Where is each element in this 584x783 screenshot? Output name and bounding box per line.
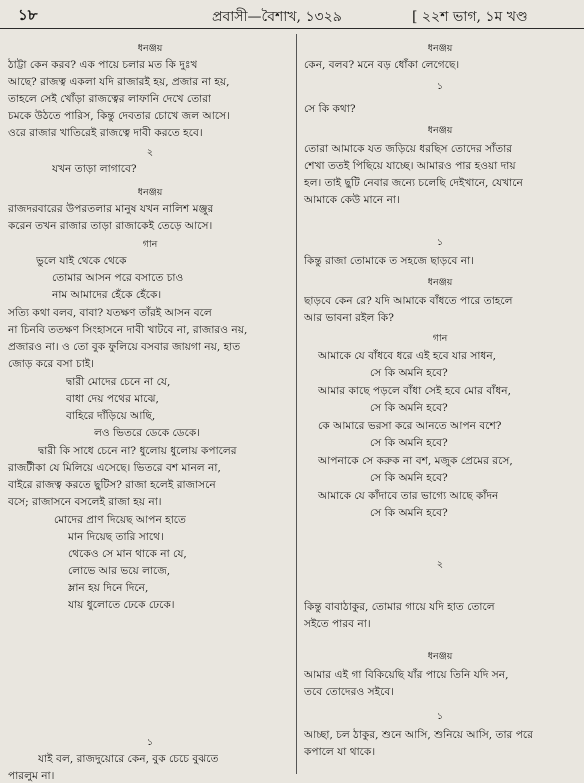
song-line: লও ভিতরে ডেকে ডেকে।: [94, 427, 201, 439]
text-line: আচ্ছা, চল ঠাকুর, শুনে আসি, শুনিয়ে আসি, তার পরে: [304, 729, 534, 741]
text-line: বসে; রাজাসনে বসলেই রাজা হয় না।: [8, 496, 162, 508]
speaker-label: ধনঞ্জয়: [427, 277, 453, 288]
song-line: দ্বারী মোদের চেনে না যে,: [66, 376, 171, 388]
text-line: তোরা আমাকে যত জড়িয়ে ধরছিস তোদের সাঁতার: [304, 143, 513, 155]
song-line: মান দিয়েছ তারি সাথে।: [68, 531, 164, 543]
speaker-label: ধনঞ্জয়: [427, 125, 453, 136]
speaker-label: ধনঞ্জয়: [427, 43, 453, 54]
text-line: কেন, বলব? মনে বড় ধোঁকা লেগেছে।: [304, 59, 460, 71]
song-line: সে কি অমনি হবে?: [370, 437, 448, 449]
speaker-label: ধনঞ্জয়: [137, 43, 163, 54]
song-line: যায় ধুলোতে ঢেকে ঢেকে।: [68, 599, 175, 611]
text-line: রাজটীকা যে মিলিয়ে এসেছে। ভিতরে বশ মানল না,: [8, 462, 221, 474]
text-line: পারলুম না।: [8, 770, 55, 782]
text-line: দ্বারী কি সাধে চেনে না? ধুলোয় ধুলোয় কপালের: [38, 445, 237, 457]
song-line: থেকেও সে মান থাকে না যে,: [68, 548, 187, 560]
text-line: সত্যি কথা বলব, বাবা? যতক্ষণ তাঁরই আসন বলে: [8, 307, 212, 319]
speaker-label: ২: [436, 559, 444, 570]
text-line: আমার এই গা বিকিয়েছি যাঁর পায়ে তিনি যদি সন,: [304, 669, 509, 681]
text-line: ছাড়বে কেন রে? যদি আমাকে বাঁধতে পারে তাহলে: [304, 295, 513, 307]
text-line: সইতে পারব না।: [304, 618, 371, 630]
song-line: আমাকে যে বাঁধবে ধরে এই হবে যার সাধন,: [318, 350, 497, 362]
song-line: ম্লান হয় দিনে দিনে,: [68, 582, 149, 594]
column-divider: [296, 34, 297, 774]
song-line: তোমার আসন পরে বসাতে চাও: [52, 272, 184, 284]
text-line: কপালে যা থাকে।: [304, 746, 376, 758]
text-line: জোড় করে বসা চাই।: [8, 358, 95, 370]
text-line: ঠাট্টা কেন করব? এক পায়ে চলার মত কি দুঃখ: [8, 59, 198, 71]
journal-title: প্রবাসী—বৈশাখ, ১৩২৯: [212, 9, 342, 25]
issue-label: [ ২২শ ভাগ, ১ম খণ্ড: [412, 9, 528, 25]
song-line: বাহিরে দাঁড়িয়ে আছি,: [66, 410, 156, 422]
speaker-label: ১: [146, 737, 154, 748]
text-line: আছে? রাজত্ব একলা যদি রাজারই হয়, প্রজার না হয়,: [8, 76, 230, 88]
text-line: কিন্তু রাজা তোমাকে ত সহজে ছাড়বে না।: [304, 255, 474, 267]
speaker-label: ২: [146, 147, 154, 158]
text-line: আমাকে কেউ মানে না।: [304, 194, 400, 206]
text-line: তবে তোদেরও সইবে।: [304, 686, 395, 698]
song-line: নাম আমাদের হেঁকে হেঁকে।: [52, 289, 162, 301]
text-line: ওরে রাজার খাতিরেই রাজত্বে দাবী করতে হবে।: [8, 127, 203, 139]
text-line: তাহলে সেই খোঁড়া রাজত্বের লাফানি দেখে তোরা: [8, 93, 212, 105]
text-line: সে কি কথা?: [304, 103, 356, 115]
text-line: যখন তাড়া লাগাবে?: [52, 163, 137, 175]
text-line: যাই বল, রাজদুয়োরে কেন, বুক চেচে বুঝতে: [38, 753, 219, 765]
song-line: লোভে আর ভয়ে লাজে,: [68, 565, 171, 577]
page-header: [0, 0, 584, 29]
song-line: সে কি অমনি হবে?: [370, 507, 448, 519]
speaker-label: ১: [436, 81, 444, 92]
text-line: করেন তখন রাজার তাড়া রাজাকেই তেড়ে আসে।: [8, 220, 213, 232]
song-line: আমার কাছে পড়লে বাঁধা সেই হবে মোর বাঁধন,: [318, 385, 511, 397]
text-line: বাইরে রাজত্ব করতে ছুটিস? রাজা হলেই রাজাসনে: [8, 479, 216, 491]
song-line: সে কি অমনি হবে?: [370, 472, 448, 484]
song-line: মোদের প্রাণ দিয়েছ আপন হাতে: [54, 514, 186, 526]
song-line: বাধা দেয় পথের মাঝে,: [66, 393, 159, 405]
text-line: হল। তাই ছুটি নেবার জন্যে চলেছি দেইখানে, যেখানে: [304, 177, 523, 189]
text-line: প্রজারও না। ও তো বুক ফুলিয়ে বসবার জায়গা নয়, হাত: [8, 341, 241, 353]
speaker-label: ধনঞ্জয়: [137, 187, 163, 198]
song-line: কে আমারে ভরসা করে আনতে আপন বশে?: [318, 420, 502, 432]
song-label: গান: [142, 239, 158, 250]
speaker-label: ১: [436, 237, 444, 248]
text-line: চমকে উঠতে পারিস, কিন্তু দেবতার চোখে জল আসে।: [8, 110, 230, 122]
song-line: সে কি অমনি হবে?: [370, 367, 448, 379]
speaker-label: ১: [436, 711, 444, 722]
text-line: রাজদরবারের উপরতলার মানুষ যখন নালিশ মঞ্জুর: [8, 203, 214, 215]
speaker-label: ধনঞ্জয়: [427, 651, 453, 662]
song-line: ভুলে যাই থেকে থেকে: [36, 255, 127, 267]
song-line: সে কি অমনি হবে?: [370, 402, 448, 414]
page-number: ১৮: [18, 6, 38, 24]
song-line: আপনাকে সে করুক না বশ, মজুক প্রেমের রসে,: [318, 455, 513, 467]
text-line: আর ভাবনা রইল কি?: [304, 312, 394, 324]
text-line: না চিনবি ততক্ষণ সিংহাসনে দাবী খাটবে না, রাজারও নয়,: [8, 324, 248, 336]
song-label: গান: [432, 333, 448, 344]
song-line: আমাকে যে কাঁদাবে তার ভাগ্যে আছে কাঁদন: [318, 490, 499, 502]
text-line: কিন্তু বাবাঠাকুর, তোমার গায়ে যদি হাত তোলে: [304, 601, 495, 613]
text-line: শেখা ততই পিছিয়ে যাচ্ছে। আমারও পার হওয়া দায়: [304, 160, 516, 172]
